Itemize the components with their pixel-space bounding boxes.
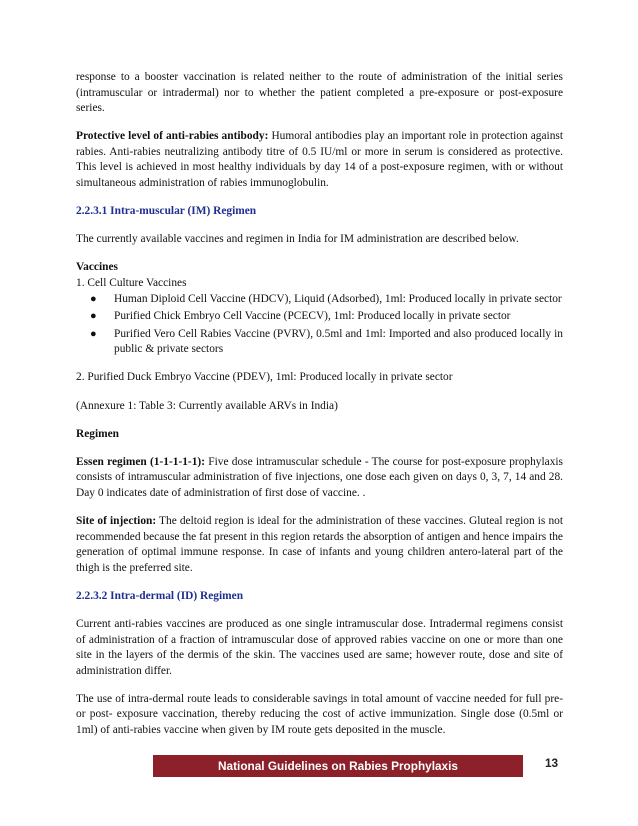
- regimen-title-text: Regimen: [76, 427, 120, 440]
- document-body: [76, 70, 563, 739]
- paragraph-annexure: (Annexure 1: Table 3: Currently available ARVs in India): [76, 399, 338, 412]
- paragraph-essen: [76, 455, 563, 502]
- paragraph-site: [76, 514, 563, 576]
- list-item-text: Human Diploid Cell Vaccine (HDCV), Liquid (Adsorbed), 1ml: Produced locally in private sector: [114, 292, 562, 305]
- bullet-icon: ●: [90, 310, 97, 323]
- site-label: Site of injection:: [76, 514, 157, 527]
- bullet-icon: ●: [90, 292, 97, 305]
- regimen-title: [76, 427, 563, 443]
- paragraph-pdev: 2. Purified Duck Embryo Vaccine (PDEV), 1ml: Produced locally in private sector: [76, 371, 453, 384]
- protective-level-text: Humoral antibodies play an important role in protection against rabies. Anti-rabies neutralizing antibody titre of 0.5 IU/ml or more in serum is considered as protective. This level is achieved in most healthy individuals by day 14 of a post-exposure regimen, with or without simultaneous administration of rabies immunoglobulin.: [76, 130, 563, 190]
- list-item-text: Purified Chick Embryo Cell Vaccine (PCECV), 1ml: Produced locally in private sector: [114, 310, 511, 323]
- bullet-icon: ●: [90, 327, 97, 340]
- paragraph-im-intro: The currently available vaccines and regimen in India for IM administration are described below.: [76, 233, 519, 246]
- list-item: [76, 327, 563, 358]
- paragraph-protective-level: [76, 129, 563, 191]
- site-text: The deltoid region is ideal for the administration of these vaccines. Gluteal region is not recommended because the fat present in this region retards the absorption of antigen and hence impairs the generation of optimal immune response. In case of infants and young children antero-lateral part of the thigh is the preferred site.: [76, 514, 563, 574]
- vaccines-title-text: Vaccines: [76, 261, 118, 274]
- essen-text: Five dose intramuscular schedule - The course for post-exposure prophylaxis consists of intramuscular administration of five injections, one dose each given on days 0, 3, 7, 14 and 28. Day 0 indicates date of administration of first dose of vaccine. .: [76, 455, 563, 499]
- list-item-text: Purified Vero Cell Rabies Vaccine (PVRV), 0.5ml and 1ml: Imported and also produced locally in public & private sectors: [114, 327, 563, 356]
- page-number: 13: [545, 756, 559, 770]
- paragraph-id-savings: The use of intra-dermal route leads to considerable savings in total amount of vaccine needed for full pre- or post- exposure vaccination, thereby reducing the cost of active immunization. Single dose (0.5ml or 1ml) of anti-rabies vaccine when given by IM route gets deposited in the muscle.: [76, 692, 563, 736]
- heading-id-regimen: 2.2.3.2 Intra-dermal (ID) Regimen: [76, 589, 244, 602]
- vaccine-list: [76, 292, 563, 358]
- cell-culture-title: 1. Cell Culture Vaccines: [76, 276, 187, 289]
- list-item: [76, 292, 563, 308]
- footer-title: National Guidelines on Rabies Prophylaxis: [153, 755, 523, 777]
- heading-im-regimen: 2.2.3.1 Intra-muscular (IM) Regimen: [76, 205, 257, 218]
- vaccines-title: [76, 260, 563, 276]
- list-item: [76, 309, 563, 325]
- essen-label: Essen regimen (1-1-1-1-1):: [76, 455, 206, 468]
- protective-level-label: Protective level of anti-rabies antibody:: [76, 130, 269, 143]
- paragraph-booster: response to a booster vaccination is related neither to the route of administration of the initial series (intramuscular or intradermal) nor to whether the patient completed a pre-exposure or post-exposure series.: [76, 71, 563, 115]
- paragraph-id-intro: Current anti-rabies vaccines are produced as one single intramuscular dose. Intradermal regimens consist of administration of a fraction of intramuscular dose of approved rabies vaccine on one or more than one site in the layers of the dermis of the skin. The vaccines used are same; however route, dose and site of administration differ.: [76, 617, 563, 677]
